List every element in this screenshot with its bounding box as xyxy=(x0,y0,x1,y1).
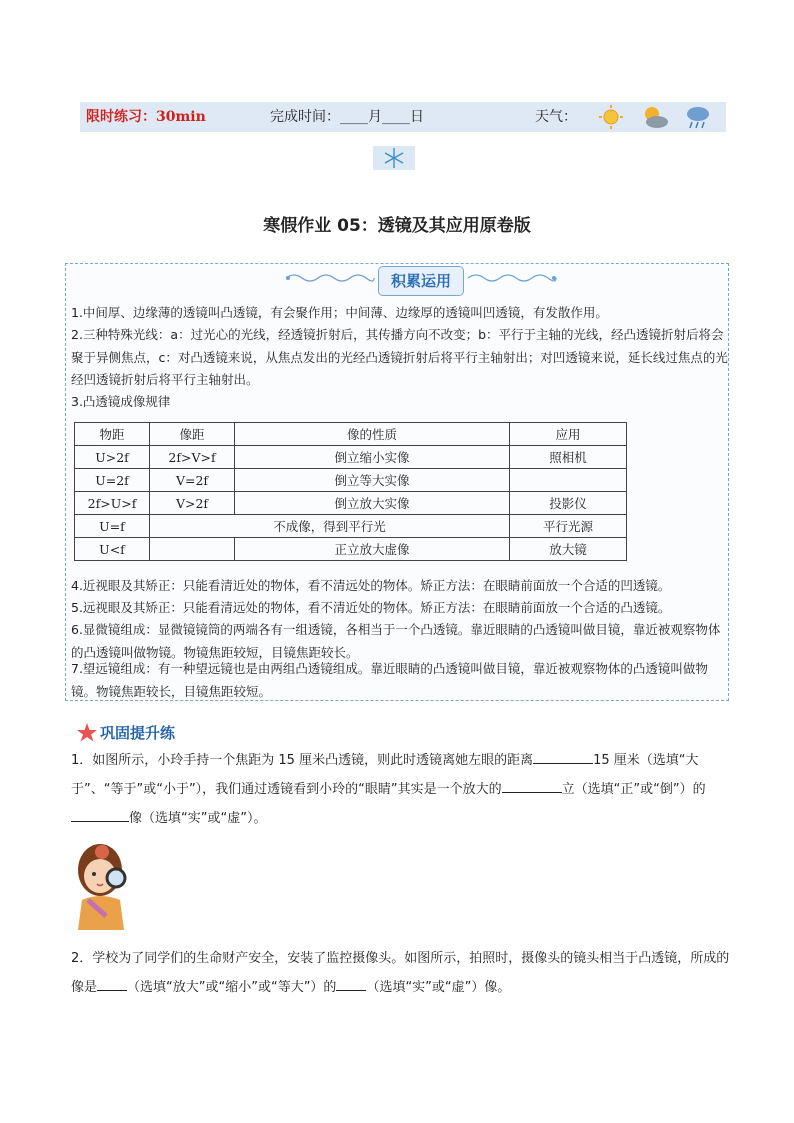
completion-time-label: 完成时间：____月____日 xyxy=(270,109,424,125)
lens-imaging-table xyxy=(74,422,627,561)
table-cell: 2f>U>f xyxy=(75,492,150,515)
header-image-distance: 像距 xyxy=(150,423,235,446)
snowflake-badge xyxy=(373,146,415,170)
page-title: 寒假作业 05：透镜及其应用原卷版 xyxy=(263,216,531,236)
table-row xyxy=(75,446,627,469)
table-row xyxy=(75,469,627,492)
point-2: 2.三种特殊光线：a：过光心的光线，经透镜折射后，其传播方向不改变；b：平行于主轴的光线，经凸透镜折射后将会聚于异侧焦点，c：对凸透镜来说，从焦点发出的光经凸透镜折射后将平行主轴射出；对凹透镜来说，延长线过焦点的光经凹透镜折射后将平行主轴射出。 xyxy=(71,327,728,387)
table-row xyxy=(75,538,627,561)
table-cell xyxy=(510,469,627,492)
table-cell: 倒立等大实像 xyxy=(235,469,510,492)
point-7: 7.望远镜组成：有一种望远镜也是由两组凸透镜组成。靠近眼睛的凸透镜叫做目镜，靠近被观察物体的凸透镜叫做物镜。物镜焦距较长，目镜焦距较短。 xyxy=(71,661,708,699)
section-banner-accumulate xyxy=(378,266,464,296)
table-header-row xyxy=(75,423,627,446)
table-row xyxy=(75,492,627,515)
table-cell: V=2f xyxy=(150,469,235,492)
point-3: 3.凸透镜成像规律 xyxy=(71,394,171,409)
table-cell: 平行光源 xyxy=(510,515,627,538)
rain-icon xyxy=(684,104,712,130)
table-cell: U>2f xyxy=(75,446,150,469)
answer-blank[interactable] xyxy=(336,976,366,991)
question-1-text-c: 立（选填“正”或“倒”）的 xyxy=(561,782,706,797)
table-cell: 不成像，得到平行光 xyxy=(150,515,510,538)
point-4: 4.近视眼及其矫正：只能看清近处的物体，看不清远处的物体。矫正方法：在眼睛前面放一个合适的凹透镜。 xyxy=(71,578,671,593)
header-application: 应用 xyxy=(510,423,627,446)
section-banner-label: 积累运用 xyxy=(390,272,451,290)
table-row xyxy=(75,515,627,538)
point-5: 5.远视眼及其矫正：只能看清远处的物体，看不清近处的物体。矫正方法：在眼睛前面放一个合适的凸透镜。 xyxy=(71,600,671,615)
point-6: 6.显微镜组成：显微镜镜筒的两端各有一组透镜，各相当于一个凸透镜。靠近眼睛的凸透镜叫做目镜，靠近被观察物体的凸透镜叫做物镜。物镜焦距较短，目镜焦距较长。 xyxy=(71,622,721,660)
weather-label: 天气： xyxy=(535,109,577,125)
time-limit-label: 限时练习：30min xyxy=(86,109,206,125)
wave-decoration-left xyxy=(284,271,376,285)
answer-blank[interactable] xyxy=(97,976,127,991)
star-icon xyxy=(76,722,98,742)
table-cell: U=2f xyxy=(75,469,150,492)
answer-blank[interactable] xyxy=(502,778,562,793)
partly-cloudy-icon xyxy=(640,104,670,130)
answer-blank[interactable] xyxy=(533,749,593,764)
header-image-nature: 像的性质 xyxy=(235,423,510,446)
question-1-text-d: 像（选填“实”或“虚”）。 xyxy=(129,811,267,826)
table-cell: 倒立放大实像 xyxy=(235,492,510,515)
table-cell xyxy=(150,538,235,561)
question-2-text-a: 2．学校为了同学们的生命财产安全，安装了监控摄像头。如图所示，拍照时，摄像头的镜头相当于凸透镜，所成的像是 xyxy=(71,951,730,995)
table-cell: V>2f xyxy=(150,492,235,515)
table-cell: U<f xyxy=(75,538,150,561)
wave-decoration-right xyxy=(466,271,558,285)
answer-blank[interactable] xyxy=(71,807,129,822)
question-2 xyxy=(71,944,731,1002)
header-object-distance: 物距 xyxy=(75,423,150,446)
table-cell: 倒立缩小实像 xyxy=(235,446,510,469)
table-cell: U=f xyxy=(75,515,150,538)
sun-icon xyxy=(598,104,624,130)
table-cell: 2f>V>f xyxy=(150,446,235,469)
snowflake-icon xyxy=(373,146,415,170)
question-2-text-b: （选填“放大”或“缩小”或“等大”）的 xyxy=(127,980,337,995)
table-cell: 放大镜 xyxy=(510,538,627,561)
table-cell: 照相机 xyxy=(510,446,627,469)
question-1-text-a: 1．如图所示，小玲手持一个焦距为 15 厘米凸透镜，则此时透镜离她左眼的距离 xyxy=(71,753,534,768)
question-2-text-c: （选填“实”或“虚”）像。 xyxy=(366,980,511,995)
header-bar xyxy=(80,102,726,132)
section-label: 巩固提升练 xyxy=(100,724,176,742)
table-cell: 投影仪 xyxy=(510,492,627,515)
question-1 xyxy=(71,746,731,833)
point-1: 1.中间厚、边缘薄的透镜叫凸透镜，有会聚作用；中间薄、边缘厚的透镜叫凹透镜，有发散作用。 xyxy=(71,305,608,320)
question-1-text-b: 15 厘米（选填“大于”、“等于”或“小于”），我们通过透镜看到小玲的“眼睛”其实是一个放大的 xyxy=(71,753,699,797)
table-cell: 正立放大虚像 xyxy=(235,538,510,561)
girl-magnifier-illustration xyxy=(70,836,140,932)
